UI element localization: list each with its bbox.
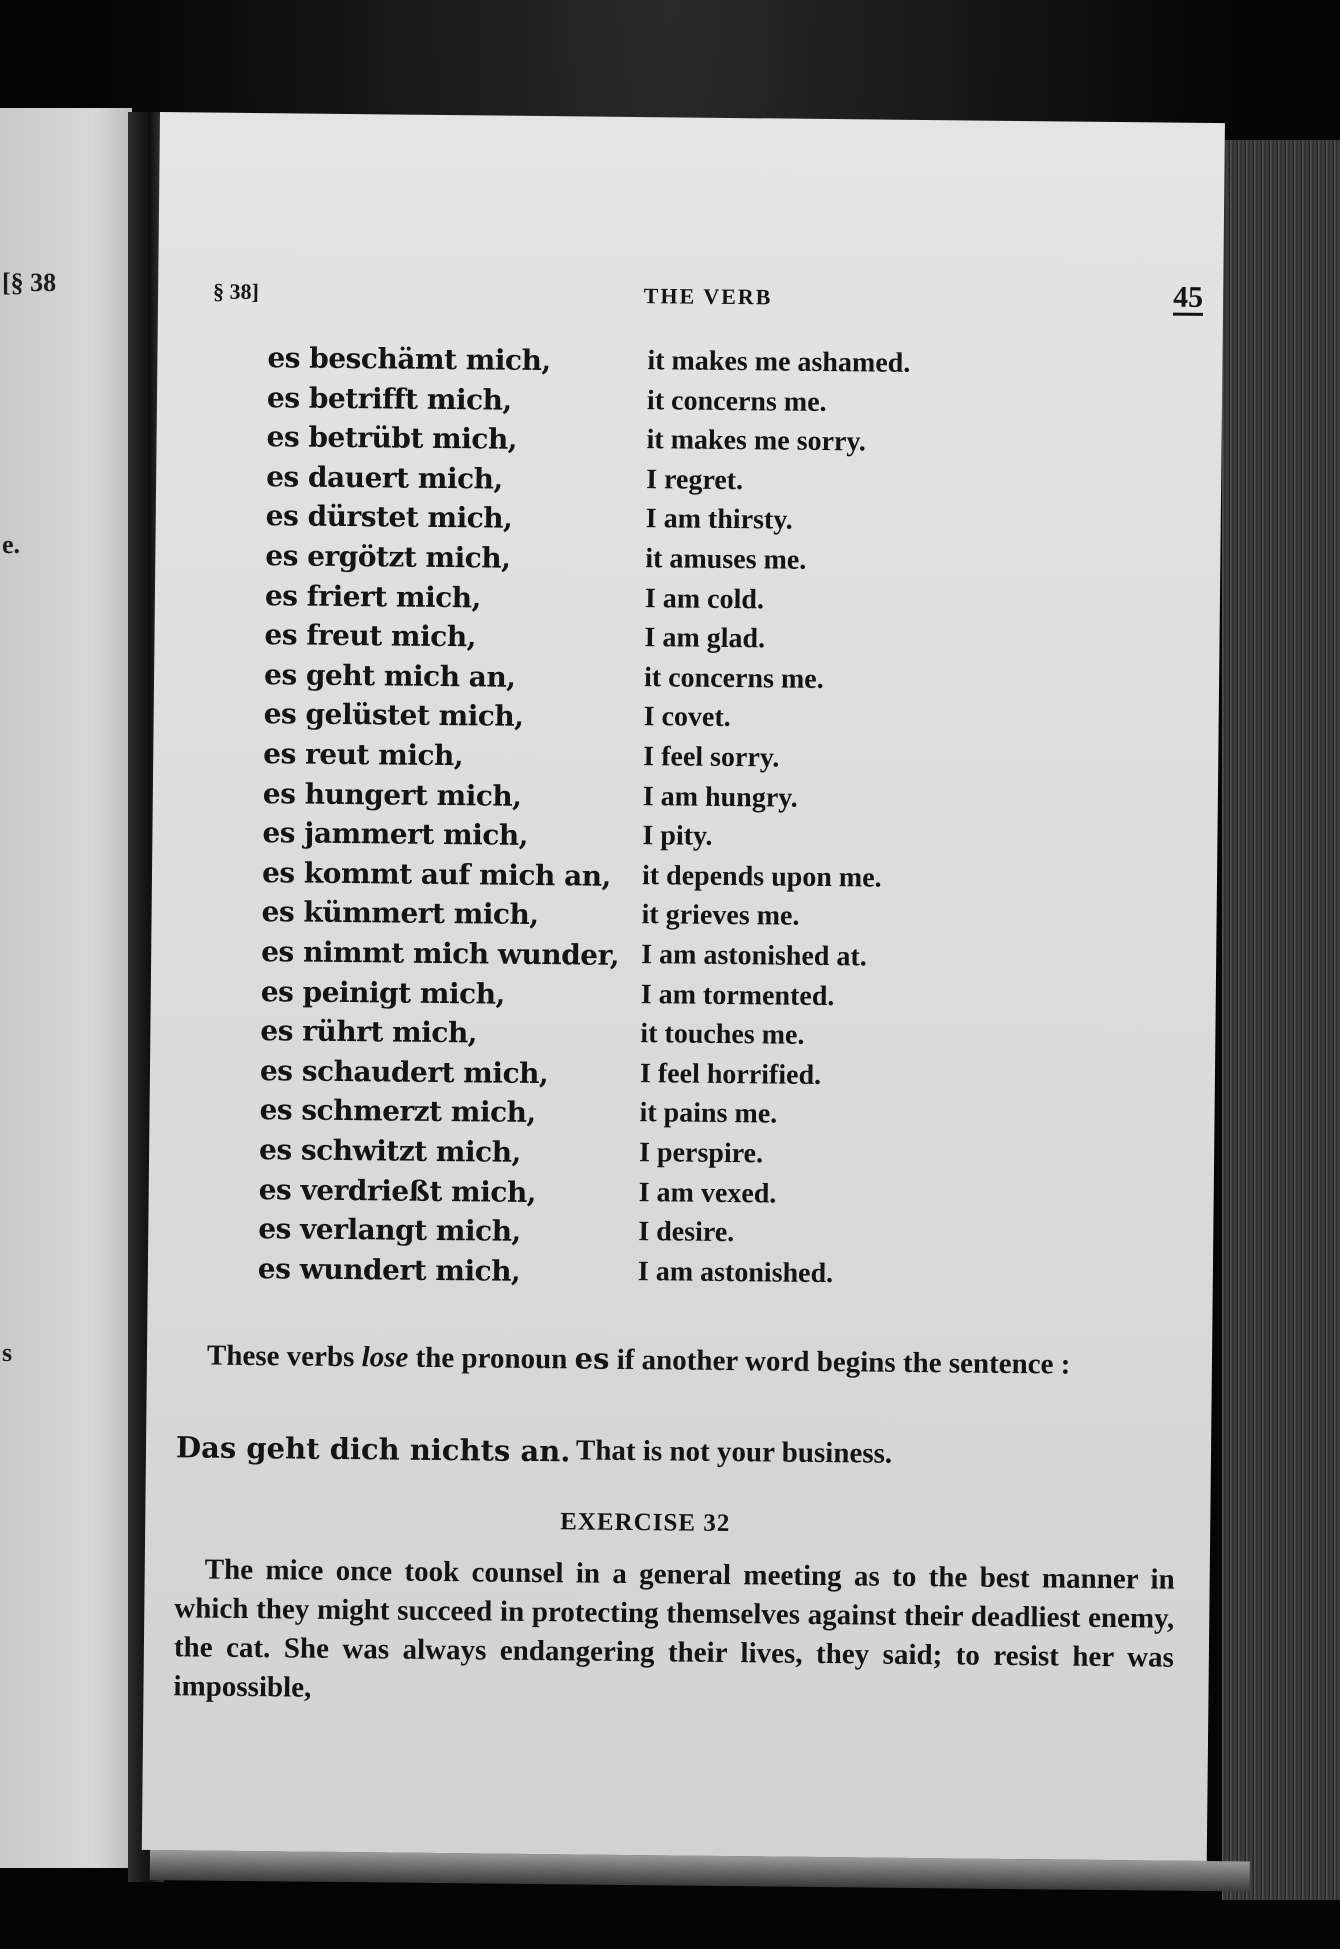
verb-english: I pity. [642, 820, 713, 853]
note-emphasis: lose [361, 1341, 409, 1374]
verb-english: I perspire. [638, 1137, 764, 1170]
example-english: That is not your business. [575, 1434, 893, 1470]
verb-english: I covet. [643, 701, 731, 734]
verb-english: I am glad. [644, 622, 766, 655]
verb-german: es dauert mich, [266, 459, 503, 496]
verb-english: it makes me sorry. [646, 424, 867, 458]
note-text: These verbs [206, 1339, 362, 1374]
page-title: THE VERB [643, 283, 773, 310]
verb-german: es wundert mich, [257, 1251, 521, 1288]
verb-english: I feel horrified. [639, 1057, 822, 1091]
verb-english: it concerns me. [643, 661, 824, 695]
verb-english: I am astonished. [637, 1255, 834, 1289]
section-reference: § 38] [212, 278, 260, 305]
verb-german: es rührt mich, [260, 1014, 478, 1050]
note-paragraph [177, 1337, 1177, 1383]
verb-english: it concerns me. [646, 384, 827, 418]
note-pronoun: es [574, 1341, 610, 1376]
page-number: 45 [1172, 280, 1204, 314]
exercise-body: The mice once took counsel in a general meeting as to the best manner in which they might succeed in protecting themselves against their deadliest enemy, the cat. She was always endangering their lives, they said; to resist her was impossible, [173, 1553, 1175, 1704]
verb-german: es kommt auf mich an, [261, 855, 611, 893]
verb-english: I am vexed. [638, 1176, 777, 1210]
verb-german: es ergötzt mich, [265, 539, 511, 575]
verb-german: es schwitzt mich, [258, 1133, 521, 1169]
verb-german: es verlangt mich, [258, 1212, 521, 1249]
note-text: the pronoun [408, 1341, 575, 1376]
verb-english: I feel sorry. [643, 741, 780, 774]
verb-german: es nimmt mich wunder, [261, 935, 620, 972]
verb-english: I am hungry. [642, 780, 798, 814]
verb-english: I desire. [638, 1216, 735, 1249]
verb-english: it pains me. [639, 1097, 778, 1130]
left-page-edge [0, 108, 132, 1868]
verb-german: es beschämt mich, [267, 341, 551, 378]
verb-english: I am astonished at. [641, 939, 867, 973]
verb-german: es reut mich, [263, 737, 464, 773]
left-page-fragment: s [2, 1338, 13, 1367]
verb-english: I am tormented. [640, 978, 835, 1012]
verb-german: es betrübt mich, [266, 420, 518, 456]
verb-english: it depends upon me. [641, 859, 882, 894]
verb-german: es verdrießt mich, [258, 1172, 537, 1209]
left-page-fragment: e. [2, 530, 21, 559]
verb-german: es schaudert mich, [259, 1053, 549, 1090]
verb-german: es peinigt mich, [260, 974, 505, 1011]
verb-german: es dürstet mich, [265, 499, 513, 536]
verb-german: es betrifft mich, [266, 380, 512, 417]
running-header [213, 273, 1203, 323]
verb-german: es friert mich, [264, 578, 482, 614]
verb-english: I am cold. [644, 582, 765, 615]
verb-german: es gelüstet mich, [263, 697, 524, 734]
example-german: Das geht dich nichts an. [175, 1430, 571, 1469]
verb-german: es kümmert mich, [261, 895, 539, 932]
verb-german: es hungert mich, [262, 776, 522, 813]
verb-german: es freut mich, [264, 618, 477, 654]
left-page-header-fragment: [§ 38 [2, 268, 57, 297]
note-text: if another word begins the sentence : [609, 1343, 1071, 1381]
example-sentence [176, 1430, 1176, 1480]
verb-english: it amuses me. [645, 543, 807, 576]
exercise-title: EXERCISE 32 [560, 1508, 731, 1538]
verb-german: es geht mich an, [263, 657, 516, 694]
verb-english: it makes me ashamed. [647, 345, 911, 379]
verb-english: I am thirsty. [645, 503, 793, 537]
exercise-text [173, 1550, 1175, 1716]
book-page [142, 112, 1225, 1861]
verb-english: it touches me. [640, 1018, 805, 1051]
verb-german: es schmerzt mich, [259, 1093, 536, 1130]
page-stack-edge [1222, 140, 1340, 1900]
verb-german: es jammert mich, [262, 816, 529, 853]
verb-english: I regret. [646, 463, 744, 496]
verb-english: it grieves me. [641, 899, 800, 933]
